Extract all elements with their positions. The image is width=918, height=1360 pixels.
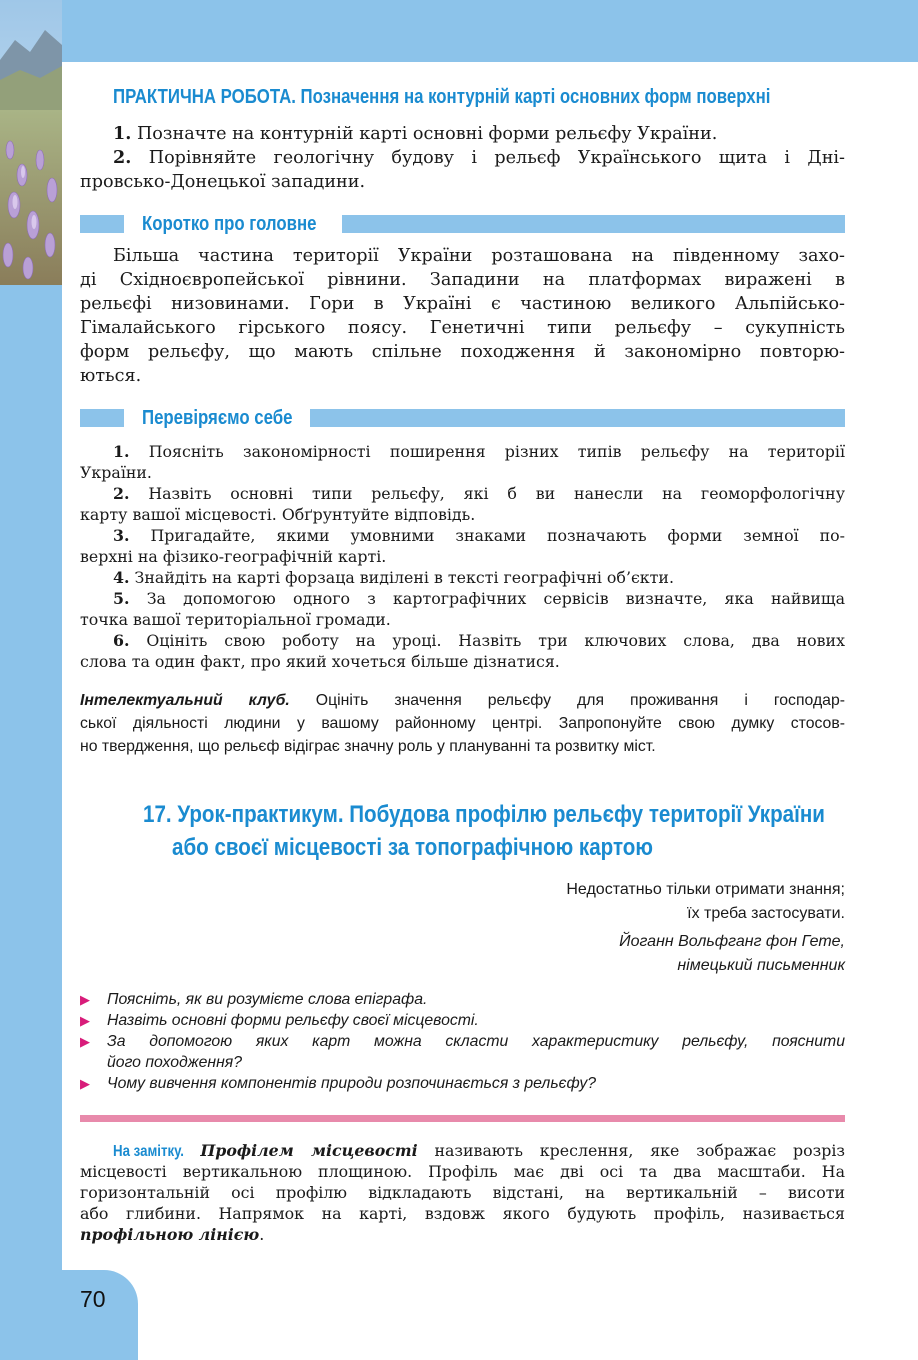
triangle-bullet-icon: ▶ [80, 992, 90, 1007]
note-text: або глибини. Напрямок на карті, вздовж якого будують профіль, називається [80, 1204, 845, 1223]
item-text: карту вашої місцевості. Обґрунтуйте відповідь. [80, 505, 476, 524]
club-label: Інтелектуальний клуб. [80, 692, 290, 709]
question-item [80, 989, 845, 1010]
note-text: називають креслення, яке зображає розріз [417, 1141, 845, 1160]
summary-heading: Коротко про головне [142, 213, 317, 235]
note-label: На замітку. [113, 1143, 184, 1160]
question-text: Поясніть, як ви розумієте слова епіграфа. [107, 991, 428, 1008]
epigraph [566, 878, 845, 978]
item-number: 1. [113, 442, 130, 461]
heading-bar-right [342, 215, 845, 233]
summary-line: ються. [80, 366, 142, 386]
task-text: Позначте на контурній карті основні форми рельєфу України. [136, 124, 718, 144]
item-number: 4. [113, 568, 130, 587]
item-text: точка вашої територіальної громади. [80, 610, 391, 629]
note-term: Профілем місцевості [200, 1141, 418, 1160]
item-text: Пригадайте, якими умовними знаками позначають форми земної по- [150, 526, 845, 545]
note-block [80, 1140, 845, 1245]
item-number: 6. [113, 631, 130, 650]
heading-bar-right [310, 409, 845, 427]
note-text: . [259, 1225, 265, 1244]
question-item [80, 1073, 845, 1094]
club-text: ської діяльності людини у вашому районному центрі. Запропонуйте свою думку стосов- [80, 715, 845, 732]
practical-work-title: ПРАКТИЧНА РОБОТА. Позначення на контурній карті основних форм поверхні [113, 86, 771, 108]
item-text: Знайдіть на карті форзаца виділені в тексті географічні об’єкти. [134, 568, 674, 587]
club-text: но твердження, що рельєф відіграє значну роль у плануванні та розвитку міст. [80, 738, 656, 755]
question-item [80, 1010, 845, 1031]
lesson-title-line-1: 17. Урок-практикум. Побудова профілю рельєфу території України [143, 801, 825, 828]
item-number: 5. [113, 589, 130, 608]
item-text: верхні на фізико-географічній карті. [80, 547, 387, 566]
item-number: 3. [113, 526, 130, 545]
intro-questions [80, 989, 845, 1094]
page-number: 70 [80, 1286, 106, 1312]
side-color-strip [0, 285, 62, 1360]
question-text: Чому вивчення компонентів природи розпочинається з рельєфу? [107, 1075, 597, 1092]
heading-bar-left [80, 409, 124, 427]
summary-heading-bar [80, 212, 845, 238]
practical-task-1 [80, 122, 845, 146]
summary-line: форм рельєфу, що мають спільне походження й закономірно повторю- [80, 342, 845, 362]
task-text: провсько-Донецької западини. [80, 172, 366, 192]
item-text: Поясніть закономірності поширення різних типів рельєфу на території [148, 442, 845, 461]
page-number-tab [0, 1270, 138, 1360]
epigraph-quote: їх треба застосувати. [687, 905, 845, 922]
item-number: 2. [113, 484, 130, 503]
task-text: Порівняйте геологічну будову і рельєф Українського щита і Дні- [148, 148, 846, 168]
triangle-bullet-icon: ▶ [80, 1034, 90, 1049]
item-text: слова та один факт, про який хочеться більше дізнатися. [80, 652, 560, 671]
task-number: 1. [113, 123, 132, 144]
epigraph-quote: Недостатньо тільки отримати знання; [566, 881, 845, 898]
intellectual-club [80, 689, 845, 758]
question-item [80, 1031, 845, 1073]
check-list [80, 441, 845, 672]
heading-bar-left [80, 215, 124, 233]
summary-line: рельєфі низовинами. Гори в Україні є частиною великого Альпійсько- [80, 294, 845, 314]
question-text: Назвіть основні форми рельєфу своєї місцевості. [107, 1012, 479, 1029]
triangle-bullet-icon: ▶ [80, 1076, 90, 1091]
item-text: За допомогою одного з картографічних сервісів визначте, яка найвища [146, 589, 845, 608]
club-text: Оцініть значення рельєфу для проживання і господар- [315, 692, 845, 709]
summary-text [80, 244, 845, 388]
note-term: профільною лінією [80, 1225, 260, 1244]
summary-line: ді Східноєвропейської рівнини. Западини на платформах виражені в [80, 270, 845, 290]
check-heading: Перевіряємо себе [142, 407, 293, 429]
summary-line: Гімалайського гірського поясу. Генетичні типи рельєфу – сукупність [80, 318, 845, 338]
epigraph-author: німецький письменник [677, 957, 845, 974]
task-number: 2. [113, 147, 132, 168]
note-text: горизонтальній осі профілю відкладають відстані, на вертикальній – висоти [80, 1183, 845, 1202]
item-text: Назвіть основні типи рельєфу, які б ви нанесли на геоморфологічну [148, 484, 845, 503]
question-text: його походження? [107, 1054, 242, 1071]
note-text: місцевості вертикальною площиною. Профіль має дві осі та два масштаби. На [80, 1162, 845, 1181]
summary-line: Більша частина території України розташована на південному захо- [113, 246, 845, 266]
question-text: За допомогою яких карт можна скласти характеристику рельєфу, пояснити [107, 1033, 845, 1050]
section-divider [80, 1115, 845, 1122]
top-color-band [0, 0, 918, 62]
check-heading-bar [80, 406, 845, 432]
epigraph-author: Йоганн Вольфганг фон Гете, [619, 933, 845, 950]
triangle-bullet-icon: ▶ [80, 1013, 90, 1028]
item-text: Оцініть свою роботу на уроці. Назвіть три ключових слова, два нових [146, 631, 845, 650]
item-text: України. [80, 463, 152, 482]
mountain-crocus-photo [0, 0, 62, 285]
lesson-title-line-2: або своєї місцевості за топографічною картою [172, 834, 653, 861]
practical-task-2 [80, 146, 845, 194]
